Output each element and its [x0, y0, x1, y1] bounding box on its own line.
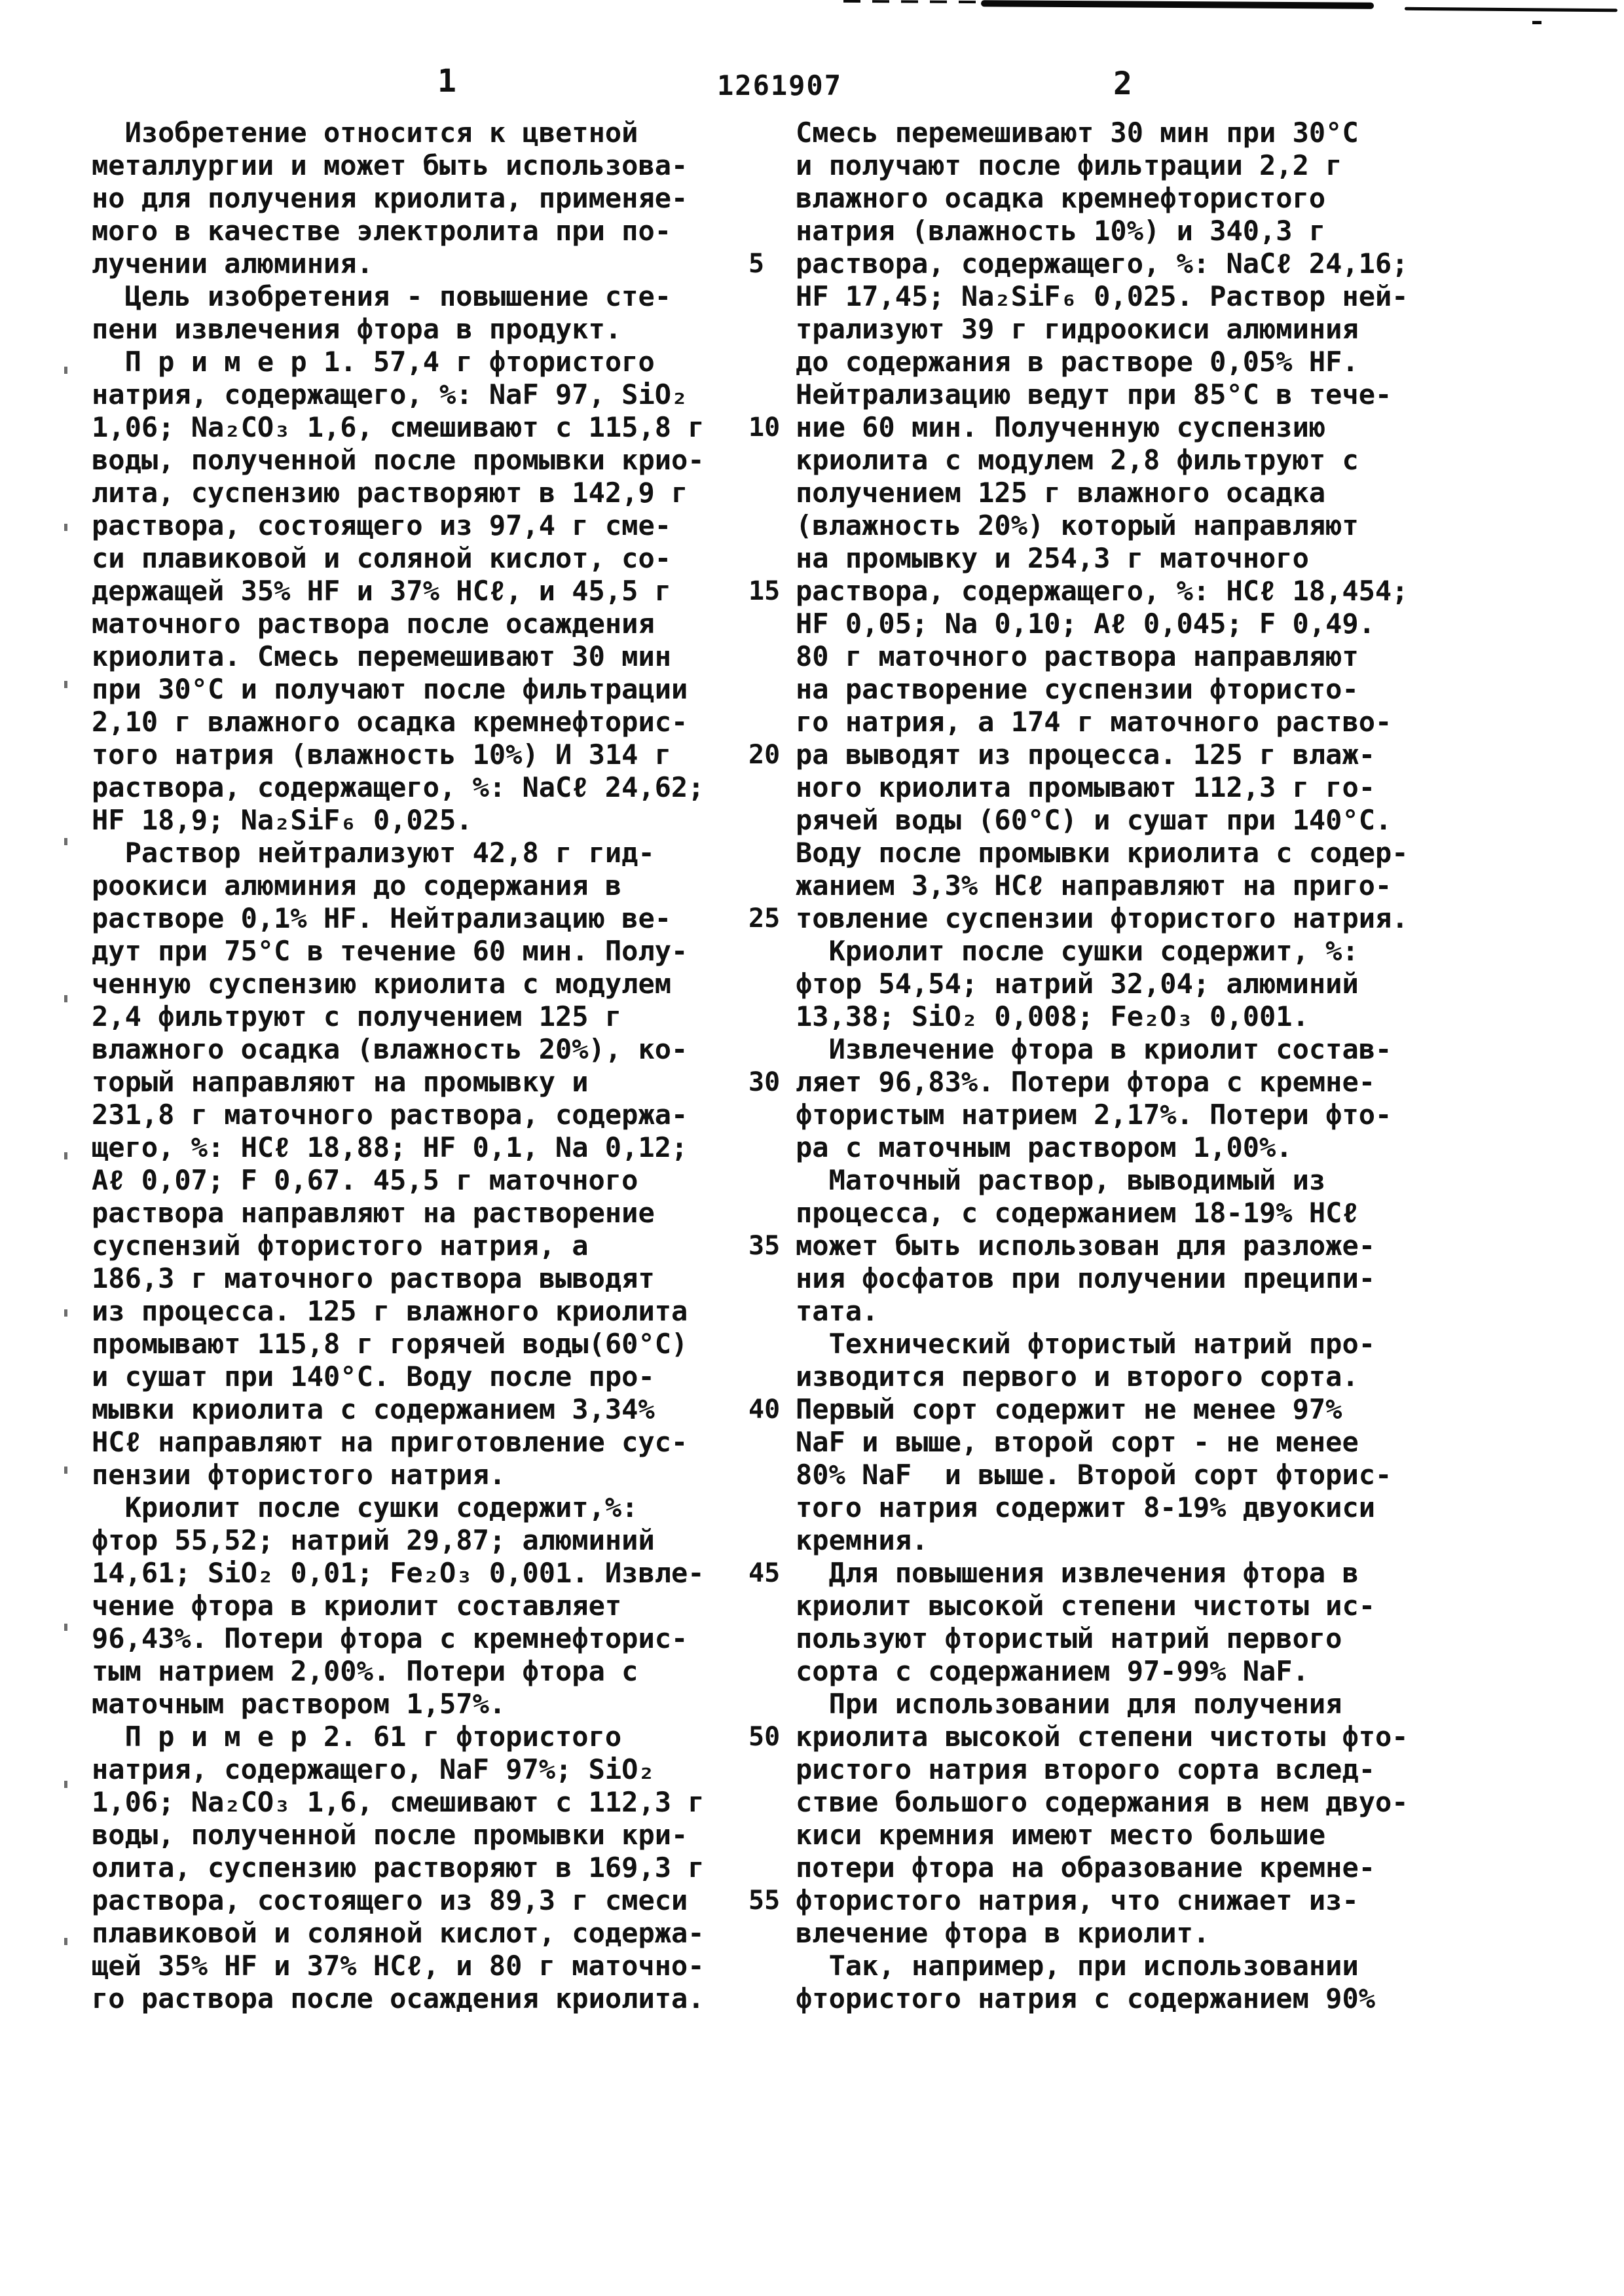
text-line: криолит высокой степени чистоты ис- — [796, 1590, 1376, 1622]
scan-streak-artifact — [1405, 7, 1617, 12]
text-line: того натрия содержит 8-19% двуокиси — [796, 1491, 1376, 1523]
text-line: раствора, состоящего из 97,4 г сме- — [92, 509, 672, 541]
text-line: фтористого натрия с содержанием 90% — [796, 1982, 1376, 2014]
line-number: 35 — [748, 1231, 781, 1261]
line-number: 30 — [748, 1067, 781, 1097]
text-line: на растворение суспензии фтористо- — [796, 673, 1359, 705]
text-line: криолита с модулем 2,8 фильтруют с — [796, 444, 1359, 476]
line-number — [748, 149, 794, 182]
line-number — [748, 117, 794, 149]
line-number — [748, 1753, 794, 1786]
text-line: воды, полученной после промывки крио- — [92, 444, 705, 476]
text-line: Криолит после сушки содержит,%: — [92, 1491, 638, 1523]
line-number — [748, 444, 794, 477]
text-line: NaF и выше, второй сорт - не менее — [796, 1426, 1359, 1458]
text-line: чение фтора в криолит составляет — [92, 1590, 622, 1622]
line-number-gutter — [748, 117, 794, 2015]
text-line: 1,06; Na₂CO₃ 1,6, смешивают с 115,8 г — [92, 411, 705, 443]
text-line: 2,4 фильтруют с получением 125 г — [92, 1000, 622, 1032]
text-line: ра с маточным раствором 1,00%. — [796, 1131, 1293, 1163]
text-line: натрия (влажность 10%) и 340,3 г — [796, 215, 1326, 247]
text-line: ченную суспензию криолита с модулем — [92, 968, 672, 1000]
text-line: металлургии и может быть использова- — [92, 149, 688, 181]
line-number — [748, 346, 794, 378]
text-line: П р и м е р 1. 57,4 г фтористого — [92, 346, 655, 378]
line-number: 10 — [748, 412, 781, 443]
line-number: 15 — [748, 576, 781, 606]
line-number — [748, 673, 794, 706]
text-line: ного криолита промывают 112,3 г го- — [796, 771, 1376, 803]
text-line: Aℓ 0,07; F 0,67. 45,5 г маточного — [92, 1164, 638, 1196]
line-number — [748, 706, 794, 738]
line-number — [748, 1426, 794, 1459]
scan-speck-artifact — [1532, 21, 1541, 24]
text-line: 186,3 г маточного раствора выводят — [92, 1262, 655, 1294]
text-line: криолита. Смесь перемешивают 30 мин — [92, 640, 672, 672]
text-line: ристого натрия второго сорта вслед- — [796, 1753, 1376, 1785]
text-line: 80% NaF и выше. Второй сорт фторис- — [796, 1459, 1392, 1491]
text-line: получением 125 г влажного осадка — [796, 477, 1326, 509]
line-number — [748, 542, 794, 575]
text-line: ра выводят из процесса. 125 г влаж- — [796, 738, 1376, 771]
text-line: на промывку и 254,3 г маточного — [796, 542, 1309, 574]
text-line: го натрия, а 174 г маточного раство- — [796, 706, 1392, 738]
text-line: Маточный раствор, выводимый из — [796, 1164, 1326, 1196]
text-line: Нейтрализацию ведут при 85°C в тече- — [796, 378, 1392, 410]
line-number — [748, 1295, 794, 1328]
line-number: 5 — [748, 249, 765, 279]
text-line: ствие большого содержания в нем двуо- — [796, 1786, 1409, 1818]
text-line: раствора направляют на растворение — [92, 1197, 655, 1229]
line-number — [748, 477, 794, 509]
text-line: товление суспензии фтористого натрия. — [796, 902, 1409, 934]
text-line: П р и м е р 2. 61 г фтористого — [92, 1721, 622, 1753]
text-line: тата. — [796, 1295, 879, 1327]
text-line: роокиси алюминия до содержания в — [92, 869, 622, 902]
line-number — [748, 1328, 794, 1360]
text-line: фтористым натрием 2,17%. Потери фто- — [796, 1099, 1392, 1131]
text-line: Смесь перемешивают 30 мин при 30°C — [796, 117, 1359, 149]
text-line: из процесса. 125 г влажного криолита — [92, 1295, 688, 1327]
text-line: рячей воды (60°C) и сушат при 140°C. — [796, 804, 1392, 836]
text-line: 96,43%. Потери фтора с кремнефторис- — [92, 1622, 688, 1654]
text-line: раствора, содержащего, %: HCℓ 18,454; — [796, 575, 1409, 607]
text-line: фтористого натрия, что снижает из- — [796, 1884, 1359, 1916]
line-number: 25 — [748, 903, 781, 934]
line-number — [748, 215, 794, 247]
column-number-right: 2 — [1113, 65, 1132, 102]
text-line: Цель изобретения - повышение сте- — [92, 280, 672, 312]
line-number — [748, 608, 794, 640]
text-line: растворе 0,1% HF. Нейтрализацию ве- — [92, 902, 672, 934]
text-line: 80 г маточного раствора направляют — [796, 640, 1359, 672]
text-line: натрия, содержащего, %: NaF 97, SiO₂ — [92, 378, 688, 410]
text-line: фтор 54,54; натрий 32,04; алюминий — [796, 968, 1359, 1000]
text-line: потери фтора на образование кремне- — [796, 1851, 1376, 1884]
line-number — [748, 1851, 794, 1884]
line-number — [748, 313, 794, 346]
text-line: торый направляют на промывку и — [92, 1066, 589, 1098]
line-number: 45 — [748, 1558, 781, 1588]
text-line: Криолит после сушки содержит, %: — [796, 935, 1359, 967]
text-line: 1,06; Na₂CO₃ 1,6, смешивают с 112,3 г — [92, 1786, 705, 1818]
text-line: воды, полученной после промывки кри- — [92, 1819, 688, 1851]
line-number — [748, 640, 794, 673]
line-number — [748, 1491, 794, 1524]
text-line: маточного раствора после осаждения — [92, 608, 655, 640]
left-text-column — [92, 117, 747, 2015]
column-number-left: 1 — [437, 63, 456, 100]
text-line: трализуют 39 г гидроокиси алюминия — [796, 313, 1359, 345]
text-line: суспензий фтористого натрия, а — [92, 1230, 589, 1262]
text-line: Извлечение фтора в криолит состав- — [796, 1033, 1392, 1065]
text-line: мого в качестве электролита при по- — [92, 215, 672, 247]
text-line: криолита высокой степени чистоты фто- — [796, 1721, 1409, 1753]
line-number: 20 — [748, 740, 781, 770]
text-line: при 30°C и получают после фильтрации — [92, 673, 688, 705]
text-line: киси кремния имеют место большие — [796, 1819, 1326, 1851]
text-line: держащей 35% HF и 37% HCℓ, и 45,5 г — [92, 575, 671, 607]
line-number — [748, 1099, 794, 1131]
line-number — [748, 869, 794, 902]
text-line: Раствор нейтрализуют 42,8 г гид- — [92, 837, 655, 869]
text-line: плавиковой и соляной кислот, содержа- — [92, 1917, 705, 1949]
text-line: сорта с содержанием 97-99% NaF. — [796, 1655, 1309, 1687]
text-line: тым натрием 2,00%. Потери фтора с — [92, 1655, 638, 1687]
text-line: маточным раствором 1,57%. — [92, 1688, 506, 1720]
text-line: лучении алюминия. — [92, 247, 373, 280]
text-line: натрия, содержащего, NaF 97%; SiO₂ — [92, 1753, 655, 1785]
text-line: процесса, с содержанием 18-19% HCℓ — [796, 1197, 1359, 1229]
line-number — [748, 1000, 794, 1033]
text-line: щей 35% HF и 37% HCℓ, и 80 г маточно- — [92, 1950, 705, 1982]
line-number — [748, 378, 794, 411]
scan-edge-specks — [64, 367, 67, 1971]
line-number — [748, 837, 794, 869]
text-line: щего, %: HCℓ 18,88; HF 0,1, Na 0,12; — [92, 1131, 688, 1163]
text-line: и получают после фильтрации 2,2 г — [796, 149, 1342, 181]
line-number — [748, 1917, 794, 1950]
line-number — [748, 935, 794, 968]
text-line: кремния. — [796, 1524, 929, 1556]
text-line: ние 60 мин. Полученную суспензию — [796, 411, 1326, 443]
text-line: Технический фтористый натрий про- — [796, 1328, 1376, 1360]
right-text-column — [796, 117, 1457, 2015]
text-line: Так, например, при использовании — [796, 1950, 1359, 1982]
text-line: 2,10 г влажного осадка кремнефторис- — [92, 706, 688, 738]
text-line: 13,38; SiO₂ 0,008; Fe₂O₃ 0,001. — [796, 1000, 1309, 1032]
text-line: того натрия (влажность 10%) И 314 г — [92, 738, 672, 771]
line-number — [748, 968, 794, 1000]
line-number — [748, 1688, 794, 1721]
line-number — [748, 1131, 794, 1164]
text-line: (влажность 20%) который направляют — [796, 509, 1359, 541]
line-number — [748, 1982, 794, 2015]
text-line: HCℓ направляют на приготовление сус- — [92, 1426, 688, 1458]
text-line: Для повышения извлечения фтора в — [796, 1557, 1359, 1589]
text-line: пени извлечения фтора в продукт. — [92, 313, 622, 345]
text-line: влажного осадка (влажность 20%), ко- — [92, 1033, 688, 1065]
text-line: жанием 3,3% HCℓ направляют на приго- — [796, 869, 1392, 902]
line-number — [748, 1950, 794, 1982]
text-line: HF 18,9; Na₂SiF₆ 0,025. — [92, 804, 473, 836]
line-number — [748, 1262, 794, 1295]
text-line: Первый сорт содержит не менее 97% — [796, 1393, 1342, 1425]
text-line: влажного осадка кремнефтористого — [796, 182, 1326, 214]
text-line: 231,8 г маточного раствора, содержа- — [92, 1099, 688, 1131]
text-line: раствора, состоящего из 89,3 г смеси — [92, 1884, 688, 1916]
scan-streak-artifact — [981, 0, 1374, 9]
text-line: 14,61; SiO₂ 0,01; Fe₂O₃ 0,001. Извле- — [92, 1557, 705, 1589]
line-number — [748, 771, 794, 804]
text-line: фтор 55,52; натрий 29,87; алюминий — [92, 1524, 655, 1556]
text-line: пензии фтористого натрия. — [92, 1459, 506, 1491]
line-number — [748, 1786, 794, 1819]
text-line: лита, суспензию растворяют в 142,9 г — [92, 477, 688, 509]
text-line: дут при 75°C в течение 60 мин. Полу- — [92, 935, 688, 967]
line-number — [748, 1459, 794, 1491]
text-line: HF 17,45; Na₂SiF₆ 0,025. Раствор ней- — [796, 280, 1409, 312]
line-number — [748, 1655, 794, 1688]
line-number: 50 — [748, 1722, 781, 1752]
text-line: олита, суспензию растворяют в 169,3 г — [92, 1851, 705, 1884]
text-line: ния фосфатов при получении преципи- — [796, 1262, 1376, 1294]
text-line: ляет 96,83%. Потери фтора с кремне- — [796, 1066, 1376, 1098]
text-line: промывают 115,8 г горячей воды(60°C) — [92, 1328, 688, 1360]
line-number — [748, 1622, 794, 1655]
text-line: пользуют фтористый натрий первого — [796, 1622, 1342, 1654]
text-line: может быть использован для разложе- — [796, 1230, 1376, 1262]
line-number — [748, 1033, 794, 1066]
line-number — [748, 1590, 794, 1622]
text-line: При использовании для получения — [796, 1688, 1342, 1720]
text-line: до содержания в растворе 0,05% HF. — [796, 346, 1359, 378]
text-line: го раствора после осаждения криолита. — [92, 1982, 705, 2014]
text-line: изводится первого и второго сорта. — [796, 1360, 1359, 1393]
text-line: но для получения криолита, применяе- — [92, 182, 688, 214]
line-number: 40 — [748, 1394, 781, 1425]
text-line: и сушат при 140°C. Воду после про- — [92, 1360, 655, 1393]
text-line: раствора, содержащего, %: NaCℓ 24,62; — [92, 771, 705, 803]
text-line: Воду после промывки криолита с содер- — [796, 837, 1409, 869]
line-number — [748, 280, 794, 313]
line-number — [748, 1360, 794, 1393]
line-number — [748, 1197, 794, 1230]
text-line: мывки криолита с содержанием 3,34% — [92, 1393, 655, 1425]
patent-number: 1261907 — [717, 69, 843, 101]
line-number — [748, 182, 794, 215]
line-number — [748, 509, 794, 542]
text-line: Изобретение относится к цветной — [92, 117, 638, 149]
line-number — [748, 1819, 794, 1851]
text-line: си плавиковой и соляной кислот, со- — [92, 542, 672, 574]
text-line: HF 0,05; Na 0,10; Aℓ 0,045; F 0,49. — [796, 608, 1375, 640]
line-number: 55 — [748, 1886, 781, 1916]
line-number — [748, 804, 794, 837]
line-number — [748, 1524, 794, 1557]
line-number — [748, 1164, 794, 1197]
text-line: влечение фтора в криолит. — [796, 1917, 1210, 1949]
text-line: раствора, содержащего, %: NaCℓ 24,16; — [796, 247, 1409, 280]
